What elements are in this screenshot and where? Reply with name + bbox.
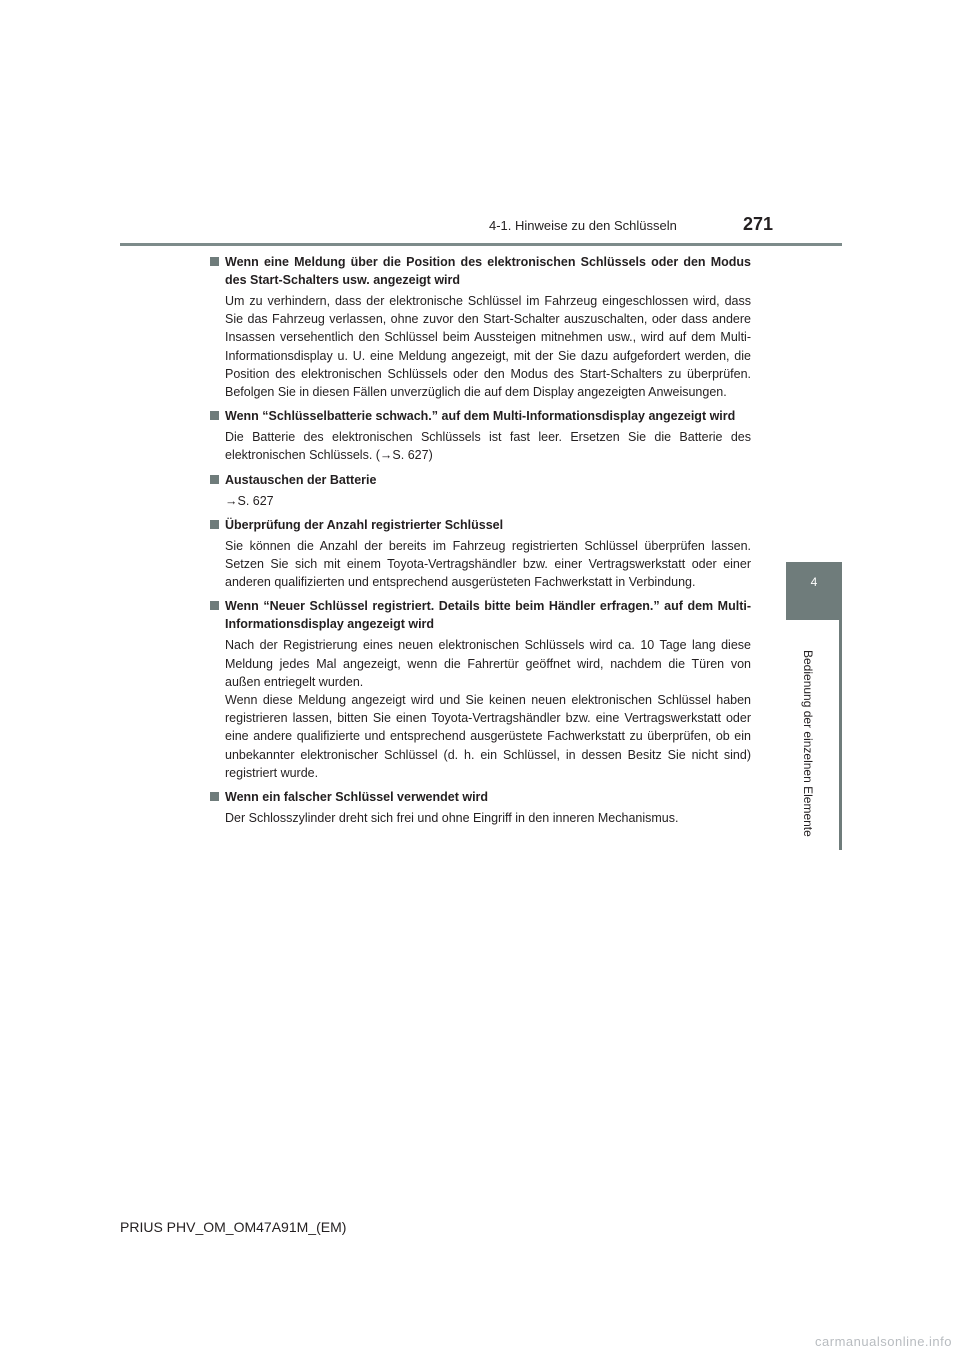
header-section-title: 4-1. Hinweise zu den Schlüsseln xyxy=(489,218,677,233)
note-title-text: Austauschen der Batterie xyxy=(225,472,377,487)
note-title xyxy=(209,597,751,633)
square-bullet-icon xyxy=(210,475,219,484)
chapter-tab xyxy=(786,562,842,620)
note-item xyxy=(209,597,751,782)
square-bullet-icon xyxy=(210,601,219,610)
footer-document-code: PRIUS PHV_OM_OM47A91M_(EM) xyxy=(120,1219,347,1235)
chapter-tab-label: Bedienung der einzelnen Elemente xyxy=(801,650,815,837)
note-title xyxy=(209,407,751,425)
note-title-text: Wenn ein falscher Schlüssel verwendet wird xyxy=(225,790,489,805)
header-rule xyxy=(120,243,842,246)
note-body: Nach der Registrierung eines neuen elektronischen Schlüssels wird ca. 10 Tage lang diese Meldung jedes Mal angezeigt, wenn die Fahrertür geöffnet wird, nachdem die Türen von außen entriegelt wurden. xyxy=(225,638,751,689)
content xyxy=(209,253,751,833)
note-body: →S. 627 xyxy=(225,493,274,508)
square-bullet-icon xyxy=(210,520,219,529)
note-title-text: Wenn eine Meldung über die Position des elektronischen Schlüssels oder den Modus des Start-Schalters usw. angezeigt wird xyxy=(225,255,751,287)
note-body: Sie können die Anzahl der bereits im Fahrzeug registrierten Schlüssel überprüfen lassen. Setzen Sie sich mit einem Toyota-Vertragshändler bzw. einer Vertragswerkstatt oder einer anderen qualifizierten und entsprechend ausgerüsteten Fachwerkstatt in Verbindung. xyxy=(225,538,751,590)
note-item xyxy=(209,253,751,401)
note-body: Um zu verhindern, dass der elektronische Schlüssel im Fahrzeug eingeschlossen wird, dass Sie das Fahrzeug verlassen, ohne zuvor den Start-Schalter auszuschalten, oder dass andere Insassen versehentlich den Schlüssel beim Aussteigen mitnehmen usw., wird auf dem Multi-Informationsdisplay u. U. eine Meldung angezeigt, mit der Sie dazu aufgefordert werden, die Position des elektronischen Schlüssels oder den Modus des Start-Schalters zu überprüfen. Befolgen Sie in diesen Fällen unverzüglich die auf dem Display angezeigten Anweisungen. xyxy=(225,294,751,400)
square-bullet-icon xyxy=(210,257,219,266)
note-body-continued: Wenn diese Meldung angezeigt wird und Sie keinen neuen elektronischen Schlüssel haben registrieren lassen, bitten Sie einen Toyota-Vertragshändler bzw. eine Vertragswerkstatt oder eine andere qualifizierte und entsprechend ausgerüstete Fachwerkstatt zu überprüfen, ob ein unbekannter elektronischer Schlüssel (d. h. ein Schlüssel, in dessen Besitz Sie nicht sind) registriert wurde. xyxy=(225,693,751,780)
note-title xyxy=(209,253,751,289)
square-bullet-icon xyxy=(210,411,219,420)
note-body: Der Schlosszylinder dreht sich frei und ohne Eingriff in den inneren Mechanismus. xyxy=(225,811,679,826)
note-body: Die Batterie des elektronischen Schlüssels ist fast leer. Ersetzen Sie die Batterie des elektronischen Schlüssels. (→S. 627) xyxy=(225,430,751,463)
note-title-text: Überprüfung der Anzahl registrierter Schlüssel xyxy=(225,517,504,532)
note-title-text: Wenn “Neuer Schlüssel registriert. Details bitte beim Händler erfragen.” auf dem Multi-Informationsdisplay angezeigt wird xyxy=(225,599,751,632)
note-item xyxy=(209,788,751,827)
chapter-tab-bar xyxy=(839,620,842,850)
chapter-tab-number: 4 xyxy=(810,575,818,589)
square-bullet-icon xyxy=(210,792,219,801)
page-number: 271 xyxy=(743,214,774,234)
note-item xyxy=(209,471,751,510)
watermark: carmanualsonline.info xyxy=(815,1334,952,1349)
note-title xyxy=(209,516,751,534)
note-title-text: Wenn “Schlüsselbatterie schwach.” auf dem Multi-Informationsdisplay angezeigt wird xyxy=(225,409,736,424)
note-title xyxy=(209,471,751,489)
note-item xyxy=(209,407,751,464)
note-item xyxy=(209,516,751,592)
note-title xyxy=(209,788,751,806)
